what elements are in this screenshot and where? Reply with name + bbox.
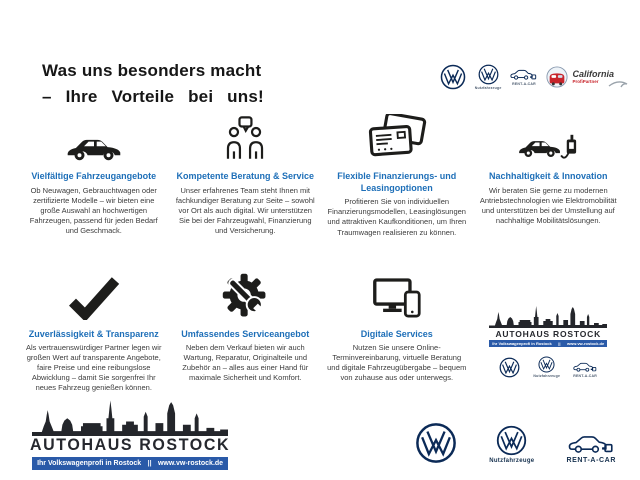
california-profipartner-logo xyxy=(546,66,614,88)
rent-a-car-label: RENT-A-CAR xyxy=(512,82,536,86)
vw-nutzfahrzeuge-logo-icon xyxy=(489,425,534,464)
dealer-website: www.vw-rostock.de xyxy=(157,460,224,467)
bar-separator: || xyxy=(558,340,561,346)
mini-brand-logos xyxy=(479,356,619,378)
dealer-name: AUTOHAUS ROSTOCK xyxy=(495,328,602,339)
title-line-2: – Ihre Vorteile bei uns! xyxy=(42,86,264,106)
dealer-tagline: Ihr Volkswagenprofi in Rostock xyxy=(37,460,142,467)
california-text xyxy=(572,70,614,85)
dealer-tagline-bar xyxy=(32,457,228,470)
rostock-skyline-icon xyxy=(489,302,607,328)
california-subtitle: ProfiPartner xyxy=(572,78,599,84)
financing-cards-icon xyxy=(327,108,467,162)
feature-vielfaeltige-fahrzeugangebote xyxy=(24,108,164,238)
feature-body: Profitieren Sie von individuellen Finanzierungsmodellen, Leasinglösungen und attraktiven Kaufkonditionen, um Ihren Traumwagen realisieren zu können. xyxy=(327,197,467,237)
vw-nutzfahrzeuge-logo-icon xyxy=(533,356,560,378)
rent-a-car-logo-icon xyxy=(573,361,597,378)
feature-body: Wir beraten Sie gerne zu modernen Antriebstechnologien wie Elektromobilität und unterstützen bei der Umstellung auf nachhaltige Mobilitätslösungen. xyxy=(479,185,617,225)
feature-body: Neben dem Verkauf bieten wir auch Wartung, Reparatur, Originalteile und Zubehör an – alles aus einer Hand für maximale Sicherheit und Komfort. xyxy=(182,343,309,383)
consulting-people-icon xyxy=(176,108,316,162)
nutzfahrzeuge-label: Nutzfahrzeuge xyxy=(474,86,502,90)
feature-digitale-services xyxy=(327,266,467,394)
california-swoosh-icon xyxy=(608,78,628,88)
dealer-tagline: Ihr Volkswagenprofi in Rostock xyxy=(492,340,552,346)
vw-logo-icon xyxy=(440,64,466,90)
title-line-1: Was uns besonders macht xyxy=(42,61,262,80)
rostock-skyline-icon xyxy=(32,394,228,436)
feature-body: Als vertrauenswürdiger Partner legen wir großen Wert auf transparente Angebote, faire Preise und eine reibungslose Abwicklung – damit Sie sorgenfrei Ihr neues Fahrzeug genießen können. xyxy=(26,343,162,393)
gear-wrench-icon xyxy=(176,266,316,320)
feature-title: Digitale Services xyxy=(360,328,433,339)
autohaus-rostock-logo-block xyxy=(479,266,619,394)
rent-a-car-logo-icon xyxy=(566,433,616,464)
dealer-tagline-bar xyxy=(489,340,607,347)
feature-title: Vielfältige Fahrzeugangebote xyxy=(31,171,157,181)
feature-finanzierung-leasing xyxy=(327,108,467,238)
page-title xyxy=(42,58,264,109)
dealer-website: www.vw-rostock.de xyxy=(567,340,605,346)
vw-logo-icon xyxy=(499,357,520,378)
dealer-name: AUTOHAUS ROSTOCK xyxy=(30,436,231,455)
header-brand-logos xyxy=(440,64,614,90)
autohaus-rostock-logo xyxy=(479,302,619,347)
feature-title: Kompetente Beratung & Service xyxy=(176,171,315,181)
features-grid xyxy=(24,108,618,393)
electric-car-charging-icon xyxy=(479,108,619,162)
nutzfahrzeuge-label: Nutzfahrzeuge xyxy=(489,458,535,464)
rent-a-car-label: RENT-A-CAR xyxy=(573,373,597,378)
feature-title: Flexible Finanzierungs- und Leasingoptionen xyxy=(337,171,457,193)
feature-nachhaltigkeit-innovation xyxy=(479,108,619,238)
checkmark-icon xyxy=(24,266,164,320)
rent-a-car-label: RENT-A-CAR xyxy=(566,457,616,464)
feature-title: Nachhaltigkeit & Innovation xyxy=(488,171,608,181)
california-bus-icon xyxy=(546,66,568,88)
feature-zuverlaessigkeit-transparenz xyxy=(24,266,164,394)
feature-body: Ob Neuwagen, Gebrauchtwagen oder zertifizierte Modelle – wir bieten eine große Auswahl an hochwertigen Fahrzeugen, passend für jeden Bedarf und Geschmack. xyxy=(29,185,158,235)
feature-body: Nutzen Sie unsere Online-Terminvereinbarung, virtuelle Beratung und digitale Fahrzeugübergabe – bequem von zuhause aus oder unterwegs. xyxy=(327,343,467,383)
feature-title: Umfassendes Serviceangebot xyxy=(181,328,310,339)
bar-separator: || xyxy=(147,460,152,467)
nutzfahrzeuge-label: Nutzfahrzeuge xyxy=(533,373,561,378)
rent-a-car-logo-icon xyxy=(510,68,537,86)
feature-title: Zuverlässigkeit & Transparenz xyxy=(28,328,159,339)
vw-logo-icon xyxy=(415,422,457,464)
monitor-smartphone-icon xyxy=(327,266,467,320)
vw-nutzfahrzeuge-logo-icon xyxy=(475,64,502,90)
california-name: California xyxy=(572,68,614,79)
autohaus-rostock-logo-large xyxy=(30,394,230,470)
feature-kompetente-beratung xyxy=(176,108,316,238)
feature-body: Unser erfahrenes Team steht Ihnen mit fachkundiger Beratung zur Seite – sowohl vor Ort als auch digital. Wir unterstützen Sie bei der Fahrzeugwahl, Finanzierung und Versicherung. xyxy=(175,185,315,235)
car-icon xyxy=(24,108,164,162)
feature-serviceangebot xyxy=(176,266,316,394)
footer-brand-logos xyxy=(415,422,616,464)
header xyxy=(42,58,614,109)
